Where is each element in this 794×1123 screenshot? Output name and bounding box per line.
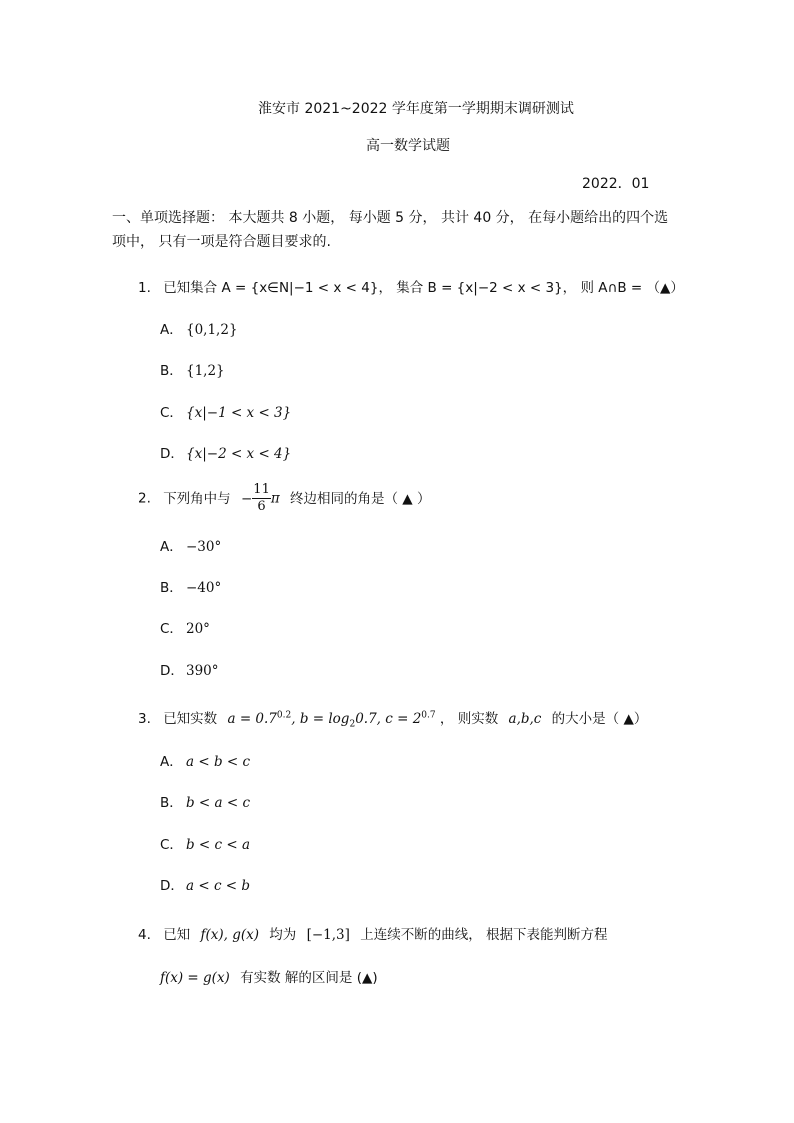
- math-a: a = 0.7: [227, 711, 277, 727]
- section-instructions-line2: 项中， 只有一项是符合题目要求的.: [112, 234, 331, 250]
- pi-symbol: π: [270, 490, 280, 507]
- math-b: , b = log: [291, 711, 350, 727]
- question-3-option-a: [160, 750, 250, 770]
- option-text: {x|−2 < x < 4}: [186, 446, 292, 462]
- question-1-option-c: [160, 401, 291, 421]
- question-4: [138, 923, 608, 943]
- log-base: 2: [349, 719, 356, 730]
- exam-subtitle: 高一数学试题: [366, 138, 450, 154]
- question-3-option-d: [160, 874, 250, 894]
- question-1-option-d: [160, 442, 291, 462]
- option-label: A．: [160, 754, 183, 770]
- question-2-option-b: [160, 576, 221, 596]
- functions: f(x), g(x): [200, 927, 259, 943]
- question-3: [138, 707, 647, 730]
- question-2-option-c: [160, 617, 210, 637]
- option-label: A．: [160, 539, 183, 555]
- math-b2: 0.7, c = 2: [355, 711, 422, 727]
- question-1: [138, 276, 684, 296]
- question-number: 4.: [138, 927, 151, 943]
- option-text: {x|−1 < x < 3}: [186, 405, 292, 421]
- option-label: D．: [160, 878, 184, 894]
- option-label: C．: [160, 621, 183, 637]
- option-text: −40°: [186, 580, 222, 596]
- option-text: a < c < b: [186, 878, 251, 894]
- option-text: {0,1,2}: [186, 322, 238, 338]
- question-number: 3.: [138, 711, 151, 727]
- option-label: A．: [160, 322, 183, 338]
- option-label: B．: [160, 580, 183, 596]
- option-text: a < b < c: [186, 754, 251, 770]
- fraction-denominator: 6: [257, 499, 266, 514]
- question-1-option-a: [160, 318, 238, 338]
- question-1-option-b: [160, 359, 225, 379]
- fraction-sign: −: [240, 490, 253, 507]
- option-label: D．: [160, 446, 184, 462]
- option-text: b < a < c: [186, 795, 251, 811]
- equation: f(x) = g(x): [160, 970, 230, 986]
- exponent-c: 0.7: [421, 710, 436, 721]
- option-text: {1,2}: [186, 363, 225, 379]
- question-text-after: 的大小是（ ▲）: [551, 711, 648, 727]
- exponent-a: 0.2: [276, 710, 292, 721]
- option-text: b < c < a: [186, 837, 251, 853]
- interval: [−1,3]: [306, 927, 350, 943]
- question-text-mid: 均为: [269, 927, 297, 943]
- question-2: [138, 482, 430, 515]
- vars: a,b,c: [508, 711, 542, 727]
- question-text-before: 已知: [163, 927, 191, 943]
- option-text: 390°: [186, 663, 219, 679]
- option-text: 20°: [186, 621, 210, 637]
- option-label: D．: [160, 663, 184, 679]
- option-label: B．: [160, 363, 183, 379]
- option-text: −30°: [186, 539, 222, 555]
- question-text: 有实数 解的区间是 (▲): [240, 970, 378, 986]
- question-text-after: 上连续不断的曲线， 根据下表能判断方程: [360, 927, 608, 943]
- question-text-mid: ， 则实数: [439, 711, 499, 727]
- exam-date: 2022．01: [582, 176, 650, 192]
- question-number: 1.: [138, 280, 151, 296]
- question-3-option-c: [160, 833, 250, 853]
- section-instructions-line1: 一、单项选择题： 本大题共 8 小题， 每小题 5 分， 共计 40 分， 在每小题给出的四个选: [112, 210, 669, 226]
- question-text: 已知集合 A = {x∈N|−1 < x < 4}， 集合 B = {x|−2 < x < 3}， 则 A∩B = （▲）: [163, 280, 684, 296]
- question-2-option-d: [160, 659, 219, 679]
- fraction-numerator: 11: [253, 482, 270, 497]
- option-label: C．: [160, 405, 183, 421]
- question-number: 2.: [138, 490, 151, 507]
- question-text-after: 终边相同的角是（ ▲ ）: [290, 490, 431, 507]
- question-2-option-a: [160, 535, 221, 555]
- fraction: [252, 482, 271, 515]
- question-4-line2: [160, 966, 378, 986]
- option-label: C．: [160, 837, 183, 853]
- option-label: B．: [160, 795, 183, 811]
- exam-title: 淮安市 2021~2022 学年度第一学期期末调研测试: [258, 101, 574, 117]
- question-3-option-b: [160, 791, 250, 811]
- question-text-before: 下列角中与: [163, 490, 231, 507]
- question-text-before: 已知实数: [163, 711, 218, 727]
